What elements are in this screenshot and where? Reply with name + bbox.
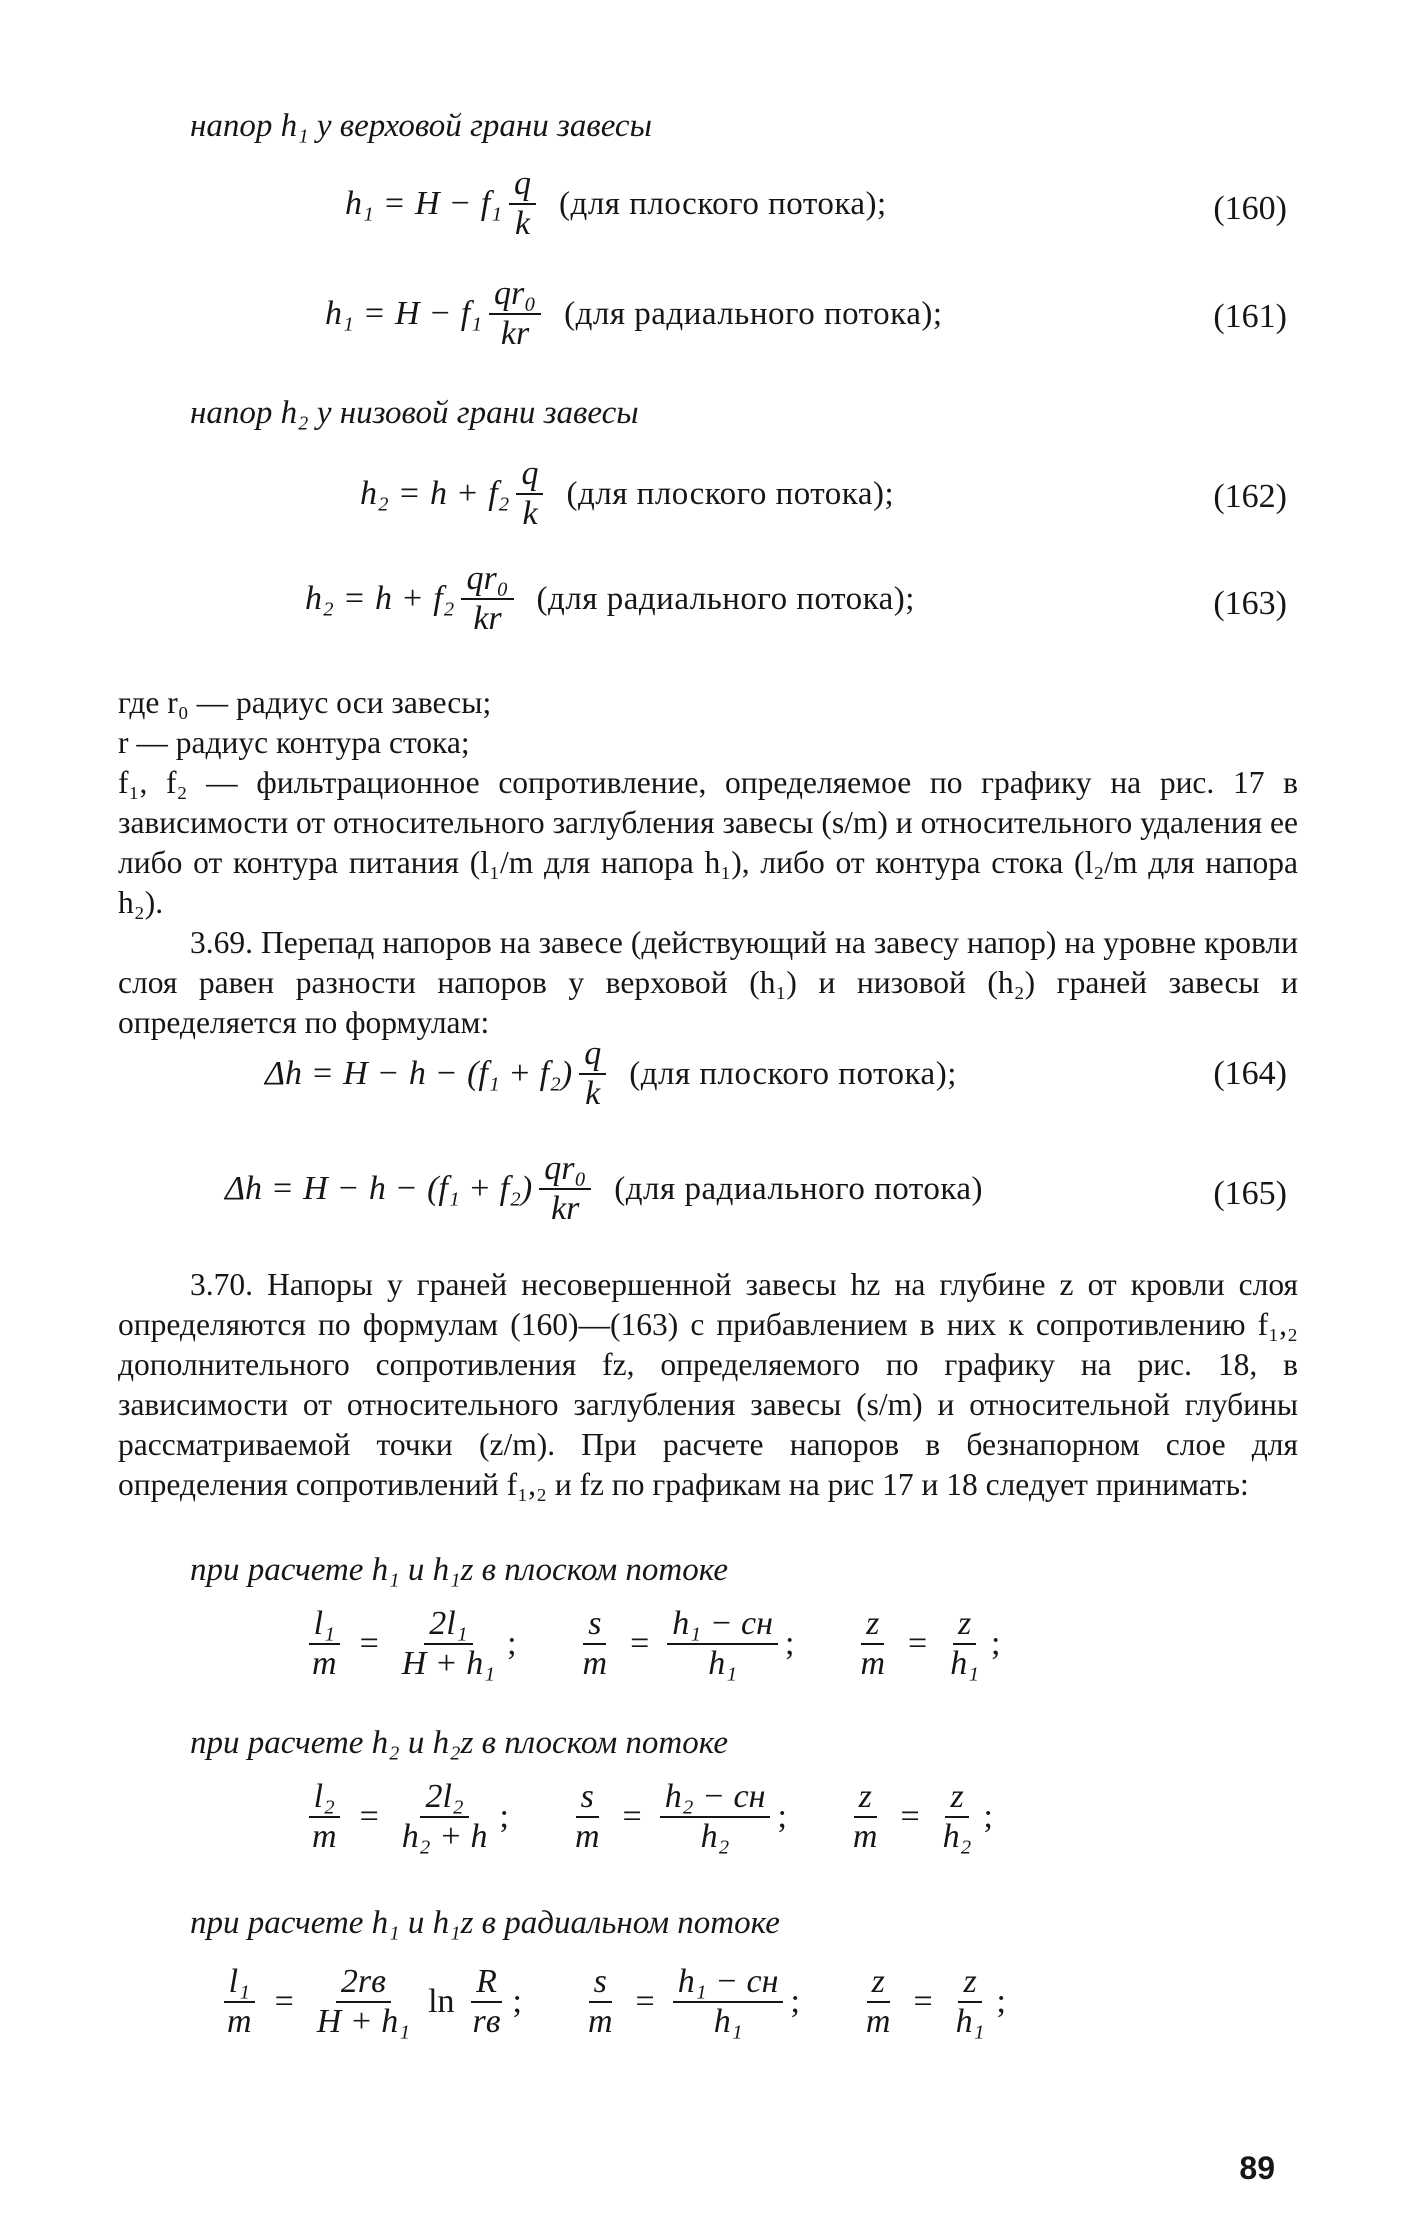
denominator: h₂ — [942, 1818, 972, 1856]
fraction — [397, 1778, 493, 1856]
operator: = — [384, 185, 405, 223]
denominator: m — [312, 1645, 337, 1683]
page-number: 89 — [1239, 2150, 1275, 2186]
symbol: h₂ — [360, 475, 389, 513]
denominator: H + h₁ — [316, 2003, 411, 2041]
separator: ; — [983, 1798, 993, 1836]
definition-r0: где r₀ — радиус оси завесы; — [118, 685, 492, 720]
operator: = — [359, 1625, 379, 1663]
symbol: (f₁ + f₂) — [427, 1170, 533, 1208]
formula-note: (для радиального потока) — [614, 1170, 984, 1207]
operator: − — [430, 295, 450, 333]
operator: = — [399, 475, 420, 513]
formula-163 — [305, 560, 915, 638]
formula-161 — [325, 275, 943, 353]
fraction — [667, 1605, 778, 1683]
denominator: k — [515, 205, 531, 243]
denominator: m — [582, 1645, 608, 1683]
formula-note: (для радиального потока); — [564, 295, 943, 332]
fraction — [222, 1963, 257, 2041]
formula-162 — [360, 455, 894, 533]
numerator: s — [576, 1778, 599, 1818]
operator: = — [908, 1625, 928, 1663]
numerator: 2rв — [336, 1963, 391, 2003]
numerator: z — [867, 1963, 890, 2003]
operator: + — [403, 580, 423, 618]
fraction — [307, 1605, 342, 1683]
denominator: m — [227, 2003, 252, 2041]
operator: = — [274, 1983, 294, 2021]
denominator: k — [585, 1075, 601, 1113]
denominator: m — [865, 2003, 891, 2041]
heading-flat-h2: при расчете h₂ и h₂z в плоском потоке — [190, 1725, 729, 1761]
numerator: h₂ − cн — [660, 1778, 771, 1818]
formula-radial-h1 — [215, 1963, 1006, 2041]
fraction — [861, 1963, 896, 2041]
paragraph-3-69: 3.69. Перепад напоров на завесе (действующий на завесу напор) на уровне кровли слоя равен разности напоров у верховой (h₁) и низовой (h₂) граней завесы и определяется по формулам: — [118, 925, 1298, 1040]
numerator: qr₀ — [461, 560, 513, 600]
operator: − — [450, 185, 470, 223]
denominator: m — [574, 1818, 600, 1856]
numerator: 2l₁ — [424, 1605, 472, 1645]
formula-note: (для радиального потока); — [536, 580, 915, 617]
fraction — [509, 165, 536, 243]
operator: = — [364, 295, 385, 333]
denominator: kr — [551, 1190, 580, 1228]
fraction — [938, 1778, 977, 1856]
formula-flat-h1 — [300, 1605, 1001, 1683]
denominator: h₁ — [955, 2003, 985, 2041]
equation-number: (161) — [1213, 298, 1287, 335]
operator: = — [913, 1983, 933, 2021]
operator: = — [312, 1055, 333, 1093]
fraction — [468, 1963, 506, 2041]
operator: = — [622, 1798, 642, 1836]
paragraph-3-70-block — [118, 1265, 1298, 1505]
heading-flat-h1: при расчете h₁ и h₁z в плоском потоке — [190, 1552, 729, 1588]
symbol: h₁ — [325, 295, 354, 333]
symbol: H — [395, 295, 420, 333]
separator: ; — [507, 1625, 517, 1663]
fraction — [570, 1778, 605, 1856]
operator: = — [272, 1170, 293, 1208]
symbol: h₂ — [305, 580, 334, 618]
fraction — [539, 1150, 591, 1228]
operator: − — [436, 1055, 457, 1093]
paragraph-3-70: 3.70. Напоры у граней несовершенной завесы hz на глубине z от кровли слоя определяются по формулам (160)—(163) с прибавлением в них к сопротивлению f₁,₂ дополнительного сопротивления fz, определяемого по графику на рис. 18, в зависимости от относительного заглубления завесы (s/m) и относительной глубины рассматриваемой точки (z/m). При расчете напоров в безнапорном слое для определения сопротивлений f₁,₂ и fz по графикам на рис 17 и 18 следует принимать: — [118, 1267, 1298, 1502]
operator: = — [900, 1798, 920, 1836]
fraction — [945, 1605, 984, 1683]
numerator: h₁ − cн — [667, 1605, 778, 1645]
fraction — [579, 1035, 606, 1113]
formula-164 — [265, 1035, 957, 1113]
formula-note: (для плоского потока); — [629, 1055, 957, 1092]
separator: ; — [777, 1798, 787, 1836]
numerator: q — [579, 1035, 606, 1075]
fraction — [461, 560, 513, 638]
separator: ; — [499, 1798, 509, 1836]
formula-165 — [225, 1150, 983, 1228]
denominator: m — [312, 1818, 337, 1856]
heading-upper-face: напор h₁ у верховой грани завесы — [190, 108, 652, 144]
symbol: h — [375, 580, 393, 618]
fraction — [489, 275, 541, 353]
numerator: z — [945, 1778, 968, 1818]
numerator: qr₀ — [489, 275, 541, 315]
symbol: H — [415, 185, 440, 223]
equation-number: (164) — [1213, 1055, 1287, 1092]
operator: − — [338, 1170, 358, 1208]
ln-operator: ln — [428, 1983, 455, 2021]
fraction — [312, 1963, 415, 2041]
denominator: m — [587, 2003, 613, 2041]
symbol: h — [408, 1055, 426, 1093]
denominator: kr — [473, 600, 502, 638]
numerator: z — [958, 1963, 981, 2003]
operator: = — [630, 1625, 650, 1663]
operator: = — [635, 1983, 655, 2021]
numerator: z — [854, 1778, 877, 1818]
denominator: m — [852, 1818, 878, 1856]
numerator: l₂ — [309, 1778, 340, 1818]
formula-flat-h2 — [300, 1778, 993, 1856]
numerator: z — [953, 1605, 976, 1645]
denominator: kr — [500, 315, 530, 353]
fraction — [673, 1963, 784, 2041]
numerator: l₁ — [309, 1605, 340, 1645]
fraction — [855, 1605, 890, 1683]
denominator: h₁ — [950, 1645, 980, 1683]
symbol: f₁ — [480, 185, 503, 223]
denominator: h₂ — [700, 1818, 730, 1856]
symbol: h — [430, 475, 448, 513]
fraction — [578, 1605, 613, 1683]
operator: = — [359, 1798, 379, 1836]
numerator: R — [471, 1963, 502, 2003]
equation-number: (163) — [1213, 585, 1287, 622]
fraction — [583, 1963, 618, 2041]
definitions-block — [118, 683, 1298, 1043]
fraction — [397, 1605, 500, 1683]
denominator: H + h₁ — [401, 1645, 496, 1683]
heading-radial-h1: при расчете h₁ и h₁z в радиальном потоке — [190, 1905, 780, 1941]
formula-note: (для плоского потока); — [566, 475, 895, 512]
symbol: H — [343, 1055, 368, 1093]
numerator: q — [516, 455, 543, 495]
fraction — [951, 1963, 990, 2041]
fraction — [660, 1778, 771, 1856]
separator: ; — [785, 1625, 795, 1663]
separator: ; — [790, 1983, 800, 2021]
numerator: l₁ — [224, 1963, 255, 2003]
symbol: Δh — [225, 1170, 262, 1208]
symbol: h₁ — [345, 185, 374, 223]
symbol: f₂ — [488, 475, 510, 513]
numerator: 2l₂ — [420, 1778, 468, 1818]
heading-lower-face: напор h₂ у низовой грани завесы — [190, 395, 639, 431]
numerator: s — [589, 1963, 612, 2003]
equation-number: (160) — [1213, 190, 1287, 227]
denominator: m — [860, 1645, 886, 1683]
numerator: z — [861, 1605, 884, 1645]
definition-r: r — радиус контура стока; — [118, 725, 470, 760]
operator: = — [344, 580, 365, 618]
operator: + — [458, 475, 478, 513]
operator: − — [378, 1055, 398, 1093]
operator: − — [396, 1170, 417, 1208]
formula-note: (для плоского потока); — [559, 185, 887, 222]
fraction — [516, 455, 543, 533]
numerator: h₁ − cн — [673, 1963, 784, 2003]
definition-f: f₁, f₂ — фильтрационное сопротивление, определяемое по графику на рис. 17 в зависимости от относительного заглубления завесы (s/m) и относительного удаления ее либо от контура питания (l₁/m для напора h₁), либо от контура стока (l₂/m для напора h₂). — [118, 765, 1298, 920]
denominator: rв — [472, 2003, 501, 2041]
numerator: qr₀ — [539, 1150, 591, 1190]
equation-number: (162) — [1213, 478, 1287, 515]
formula-160 — [345, 165, 887, 243]
separator: ; — [996, 1983, 1006, 2021]
symbol: f₂ — [433, 580, 455, 618]
fraction — [307, 1778, 342, 1856]
symbol: (f₁ + f₂) — [467, 1055, 573, 1093]
symbol: f₁ — [460, 295, 483, 333]
numerator: q — [509, 165, 536, 205]
numerator: s — [583, 1605, 606, 1645]
symbol: h — [368, 1170, 386, 1208]
symbol: Δh — [265, 1055, 302, 1093]
denominator: h₁ — [713, 2003, 743, 2041]
symbol: H — [303, 1170, 328, 1208]
equation-number: (165) — [1213, 1175, 1287, 1212]
denominator: h₂ + h — [401, 1818, 488, 1856]
denominator: h₁ — [708, 1645, 738, 1683]
fraction — [848, 1778, 883, 1856]
denominator: k — [522, 495, 538, 533]
separator: ; — [991, 1625, 1001, 1663]
separator: ; — [512, 1983, 522, 2021]
